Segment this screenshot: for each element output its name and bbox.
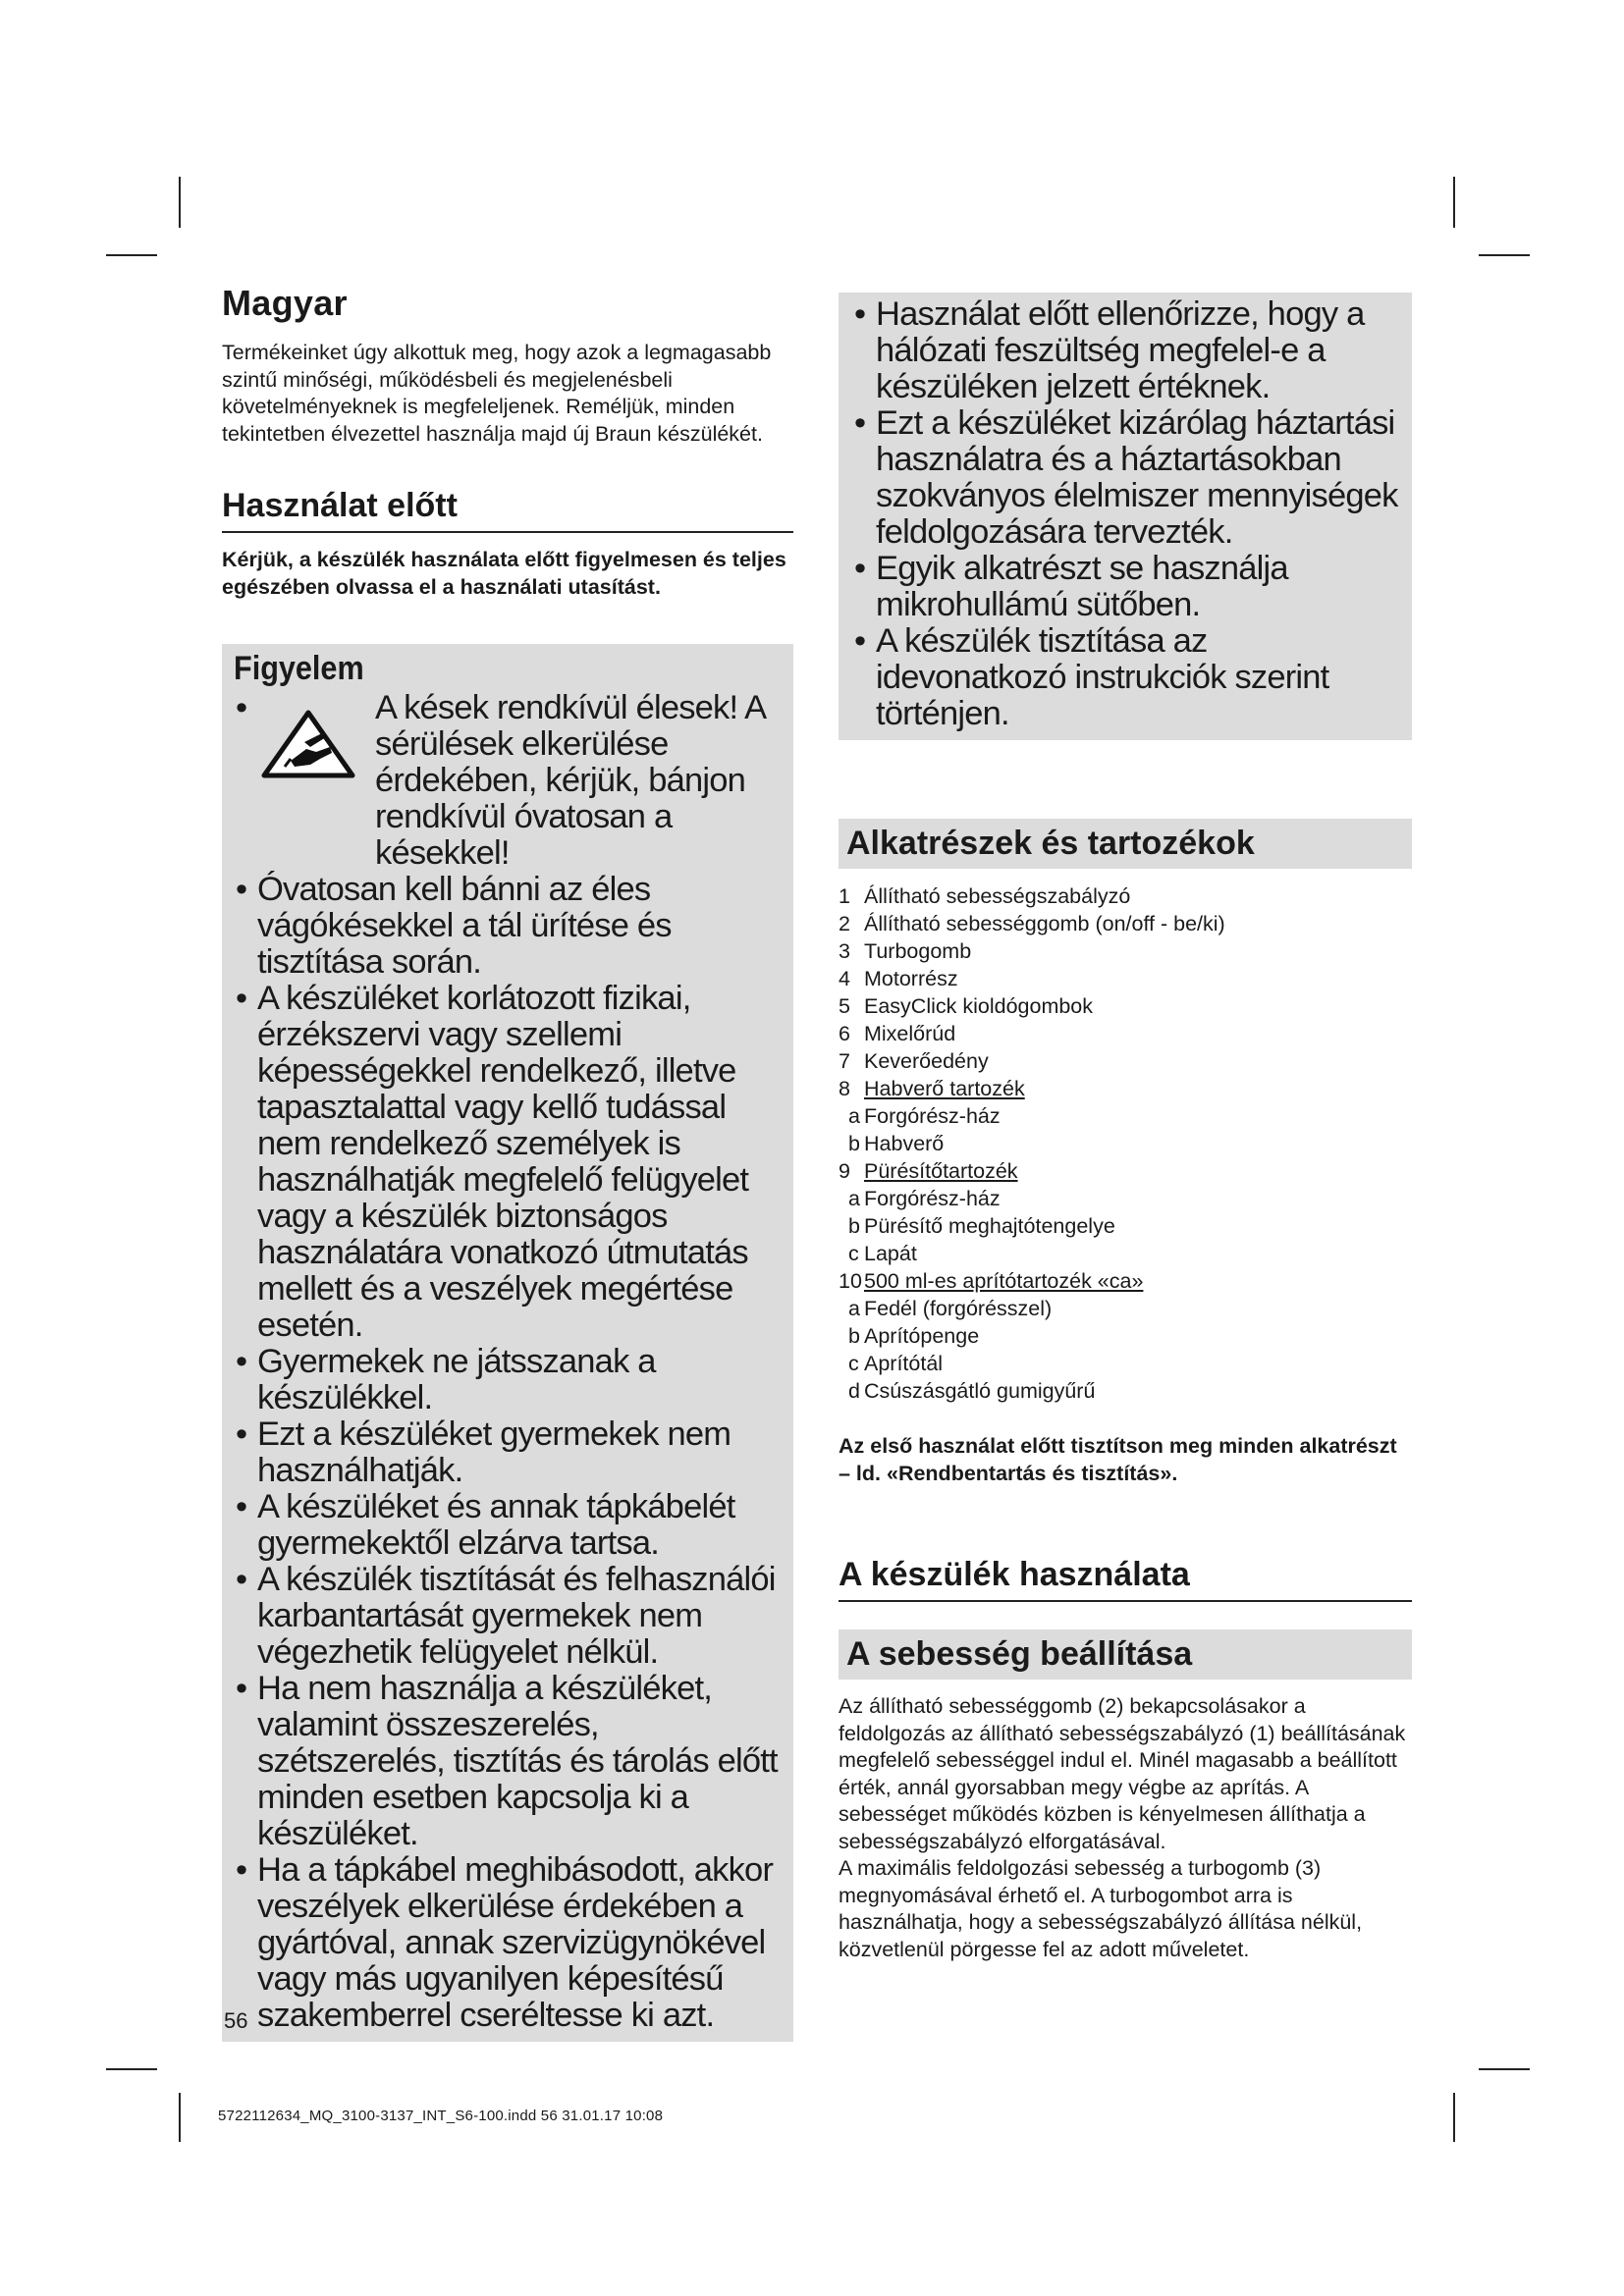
parts-title: Alkatrészek és tartozékok [839,819,1412,869]
part-label: Pürésítő meghajtótengelye [864,1214,1115,1238]
warning-item: • A készülék tisztítását és felhasználói karbantartását gyermekek nem végezhetik felügyelet nélkül. [234,1562,784,1671]
part-subitem [839,1350,1412,1377]
warning-item: • A kések rendkívül élesek! A sérülések elkerülése érdekében, kérjük, bánjon rendkívül óvatosan a késekkel! [234,690,784,872]
part-number: 6 [839,1022,850,1045]
crop-mark [179,177,181,228]
warning-item: • Ezt a készüléket gyermekek nem használhatják. [234,1416,784,1489]
warning-item: • A készüléket korlátozott fizikai, érzékszervi vagy szellemi képességekkel rendelkező, illetve tapasztalattal vagy kellő tudással nem rendelkező személyek is használhatják megfelelő felügyelet vagy a készülék biztonságos használatára vonatkozó útmutatás mellett és a veszélyek megértése esetén. [234,981,784,1344]
part-subitem [839,1185,1412,1212]
part-number: 7 [839,1049,850,1073]
language-title: Magyar [222,283,348,323]
part-number: 4 [839,967,850,990]
part-label: Pürésítőtartozék [864,1159,1018,1183]
warning-item: • Óvatosan kell bánni az éles vágókésekkel a tál ürítése és tisztítása során. [234,872,784,981]
part-label: Mixelőrúd [864,1022,956,1045]
part-number: 1 [839,884,850,908]
warning-title: Figyelem [234,650,364,687]
part-label: Lapát [864,1242,917,1265]
part-label: Motorrész [864,967,958,990]
crop-mark [106,2068,157,2070]
part-number: d [848,1379,860,1403]
speed-paragraph: Az állítható sebességgomb (2) bekapcsolásakor a feldolgozás az állítható sebességszabályzó (1) beállításának megfelelő sebességgel indul el. Minél magasabb a beállított érték, annál gyorsabban megy végbe az aprítás. A sebességet működés közben is kényelmesen állíthatja a sebességszabályzó elforgatásával. A maximális feldolgozási sebesség a turbogomb (3) megnyomásával érhető el. A turbogombot arra is használhatja, hogy a sebességszabályzó állítása nélkül, közvetlenül pörgesse fel az adott műveletet. [839,1694,1406,1961]
part-number: c [848,1242,859,1265]
part-subitem [839,1102,1412,1130]
part-label: Aprítótál [864,1352,944,1375]
parts-cleaning-note: Az első használat előtt tisztítson meg minden alkatrészt – ld. «Rendbentartás és tisztítás». [839,1434,1397,1485]
part-number: 10 [839,1269,862,1293]
part-item [839,1075,1412,1102]
part-label: Habverő tartozék [864,1077,1025,1100]
part-item [839,1020,1412,1047]
warning-item: • Ha a tápkábel meghibásodott, akkor veszélyek elkerülése érdekében a gyártóval, annak szervizügynökével vagy más ugyanilyen képesítésű szakemberrel cseréltesse ki azt. [234,1852,784,2034]
part-number: 3 [839,939,850,963]
part-number: 9 [839,1159,850,1183]
part-label: Forgórész-ház [864,1187,1001,1210]
part-label: Fedél (forgórésszel) [864,1297,1053,1320]
page-number: 56 [224,2008,248,2033]
part-item [839,1267,1412,1295]
part-subitem [839,1295,1412,1322]
warning-list [234,690,784,2034]
part-label: Állítható sebességszabályzó [864,884,1131,908]
crop-mark [1479,2068,1530,2070]
part-number: b [848,1324,860,1348]
speed-title: A sebesség beállítása [839,1629,1412,1680]
part-item [839,910,1412,937]
part-number: b [848,1214,860,1238]
part-label: Csúszásgátló gumigyűrű [864,1379,1096,1403]
part-label: EasyClick kioldógombok [864,994,1094,1018]
parts-list [839,882,1412,1405]
warning-item: • Gyermekek ne játsszanak a készülékkel. [234,1344,784,1416]
warning-item: • Használat előtt ellenőrizze, hogy a hálózati feszültség megfelel-e a készüléken jelzett értéknek. [852,296,1404,405]
part-label: Forgórész-ház [864,1104,1001,1128]
part-number: c [848,1352,859,1375]
part-label: Habverő [864,1132,945,1155]
crop-mark [1453,2093,1455,2142]
part-number: b [848,1132,860,1155]
warning-item: • Egyik alkatrészt se használja mikrohullámú sütőben. [852,551,1404,623]
warning-item: • Ezt a készüléket kizárólag háztartási használatra és a háztartásokban szokványos élelmiszer mennyiségek feldolgozására tervezték. [852,405,1404,551]
part-label: Turbogomb [864,939,972,963]
print-metadata: 5722112634_MQ_3100-3137_INT_S6-100.indd 56 31.01.17 10:08 [218,2108,664,2124]
warning-box [222,644,793,2042]
hand-blade-warning-icon [261,710,355,778]
part-item [839,992,1412,1020]
part-number: 5 [839,994,850,1018]
part-subitem [839,1130,1412,1157]
part-subitem [839,1212,1412,1240]
left-column [222,283,793,2042]
part-label: Aprítópenge [864,1324,980,1348]
part-number: 2 [839,912,850,935]
part-number: a [848,1104,860,1128]
part-label: Állítható sebességgomb (on/off - be/ki) [864,912,1225,935]
warning-item: • A készüléket és annak tápkábelét gyermekektől elzárva tartsa. [234,1489,784,1562]
part-subitem [839,1240,1412,1267]
read-instructions-note: Kérjük, a készülék használata előtt figyelmesen és teljes egészében olvassa el a használati utasítást. [222,548,786,599]
intro-paragraph: Termékeinket úgy alkottuk meg, hogy azok a legmagasabb szintű minőségi, működésbeli és megjelenésbeli követelményeknek is megfeleljenek. Reméljük, minden tekintetben élvezettel használja majd új Braun készülékét. [222,341,772,446]
right-column [839,293,1412,1963]
part-item [839,937,1412,965]
part-item [839,965,1412,992]
part-number: a [848,1187,860,1210]
part-item [839,1157,1412,1185]
crop-mark [1453,177,1455,228]
section-title-before-use: Használat előtt [222,487,793,533]
part-subitem [839,1322,1412,1350]
warning-list-continued [852,296,1404,732]
crop-mark [106,254,157,256]
part-number: a [848,1297,860,1320]
part-label: Keverőedény [864,1049,989,1073]
usage-title: A készülék használata [839,1556,1412,1602]
part-number: 8 [839,1077,850,1100]
part-label: 500 ml-es aprítótartozék «ca» [864,1269,1144,1293]
part-subitem [839,1377,1412,1405]
warning-box-continued [839,293,1412,740]
part-item [839,1047,1412,1075]
warning-item: • A készülék tisztítása az idevonatkozó instrukciók szerint történjen. [852,623,1404,732]
crop-mark [1479,254,1530,256]
crop-mark [179,2093,181,2142]
part-item [839,882,1412,910]
warning-item: • Ha nem használja a készüléket, valamint összeszerelés, szétszerelés, tisztítás és tárolás előtt minden esetben kapcsolja ki a készüléket. [234,1671,784,1852]
